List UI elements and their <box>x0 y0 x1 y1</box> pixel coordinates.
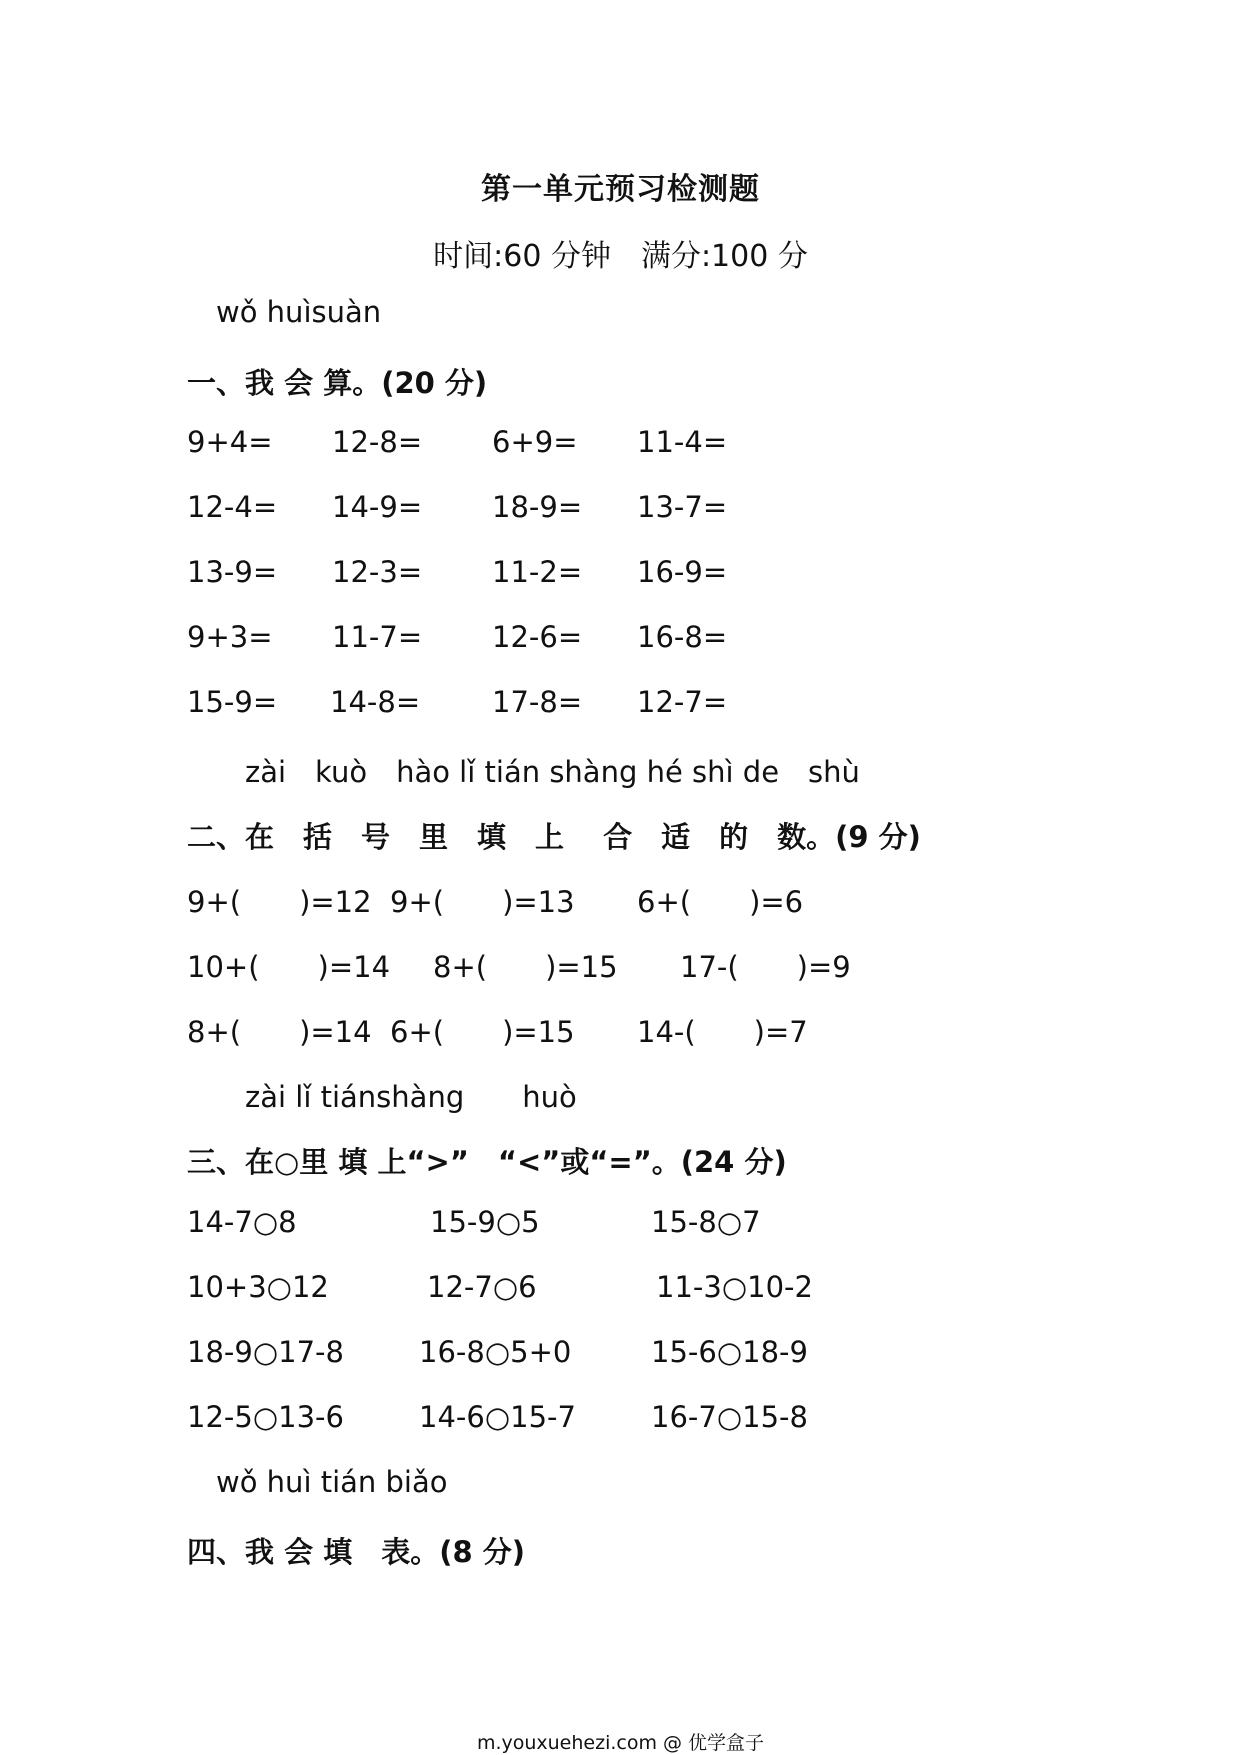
problem: 15-8○7 <box>651 1205 761 1239</box>
problem: 15-9= <box>187 685 278 719</box>
section-3-pinyin: zài lǐ tiánshàng huò <box>245 1080 577 1114</box>
problem: 13-9= <box>187 555 278 589</box>
time-score-info: 时间:60 分钟 满分:100 分 <box>433 239 808 274</box>
problem: 14-8= <box>330 685 421 719</box>
problem: 15-9○5 <box>430 1205 540 1239</box>
section-1-pinyin: wǒ huìsuàn <box>216 295 382 329</box>
problem: 6+( )=15 <box>390 1015 575 1049</box>
problem: 11-7= <box>332 620 423 654</box>
problem: 12-4= <box>187 490 278 524</box>
problem: 8+( )=14 <box>187 1015 372 1049</box>
problem: 16-9= <box>637 555 728 589</box>
problem: 14-( )=7 <box>637 1015 808 1049</box>
problem: 11-4= <box>637 425 728 459</box>
problem: 16-8= <box>637 620 728 654</box>
section-4-heading: 四、我 会 填 表。(8 分) <box>187 1535 525 1569</box>
problem: 14-7○8 <box>187 1205 297 1239</box>
problem: 13-7= <box>637 490 728 524</box>
problem: 17-( )=9 <box>680 950 851 984</box>
section-4-pinyin: wǒ huì tián biǎo <box>216 1465 448 1499</box>
problem: 9+( )=13 <box>390 885 575 919</box>
problem: 11-2= <box>492 555 583 589</box>
problem: 15-6○18-9 <box>651 1335 808 1369</box>
problem: 12-5○13-6 <box>187 1400 344 1434</box>
problem: 6+9= <box>492 425 578 459</box>
problem: 10+( )=14 <box>187 950 391 984</box>
footer-watermark: m.youxuehezi.com @ 优学盒子 <box>476 1732 765 1754</box>
problem: 12-7= <box>637 685 728 719</box>
problem: 10+3○12 <box>187 1270 329 1304</box>
section-1-heading: 一、我 会 算。(20 分) <box>187 366 488 400</box>
problem: 17-8= <box>492 685 583 719</box>
section-2-heading: 二、在 括 号 里 填 上 合 适 的 数。(9 分) <box>187 820 921 854</box>
problem: 9+( )=12 <box>187 885 372 919</box>
problem: 9+4= <box>187 425 273 459</box>
section-2-pinyin: zài kuò hào lǐ tián shàng hé shì de shù <box>245 755 860 789</box>
problem: 14-6○15-7 <box>419 1400 576 1434</box>
problem: 12-3= <box>332 555 423 589</box>
problem: 14-9= <box>332 490 423 524</box>
problem: 16-7○15-8 <box>651 1400 808 1434</box>
problem: 18-9= <box>492 490 583 524</box>
problem: 12-7○6 <box>427 1270 537 1304</box>
problem: 12-8= <box>332 425 423 459</box>
problem: 9+3= <box>187 620 273 654</box>
problem: 18-9○17-8 <box>187 1335 344 1369</box>
problem: 16-8○5+0 <box>419 1335 572 1369</box>
problem: 6+( )=6 <box>637 885 804 919</box>
section-3-heading: 三、在○里 填 上“>” “<”或“=”。(24 分) <box>187 1145 787 1179</box>
page-title: 第一单元预习检测题 <box>481 172 760 207</box>
problem: 12-6= <box>492 620 583 654</box>
problem: 11-3○10-2 <box>656 1270 813 1304</box>
problem: 8+( )=15 <box>433 950 618 984</box>
